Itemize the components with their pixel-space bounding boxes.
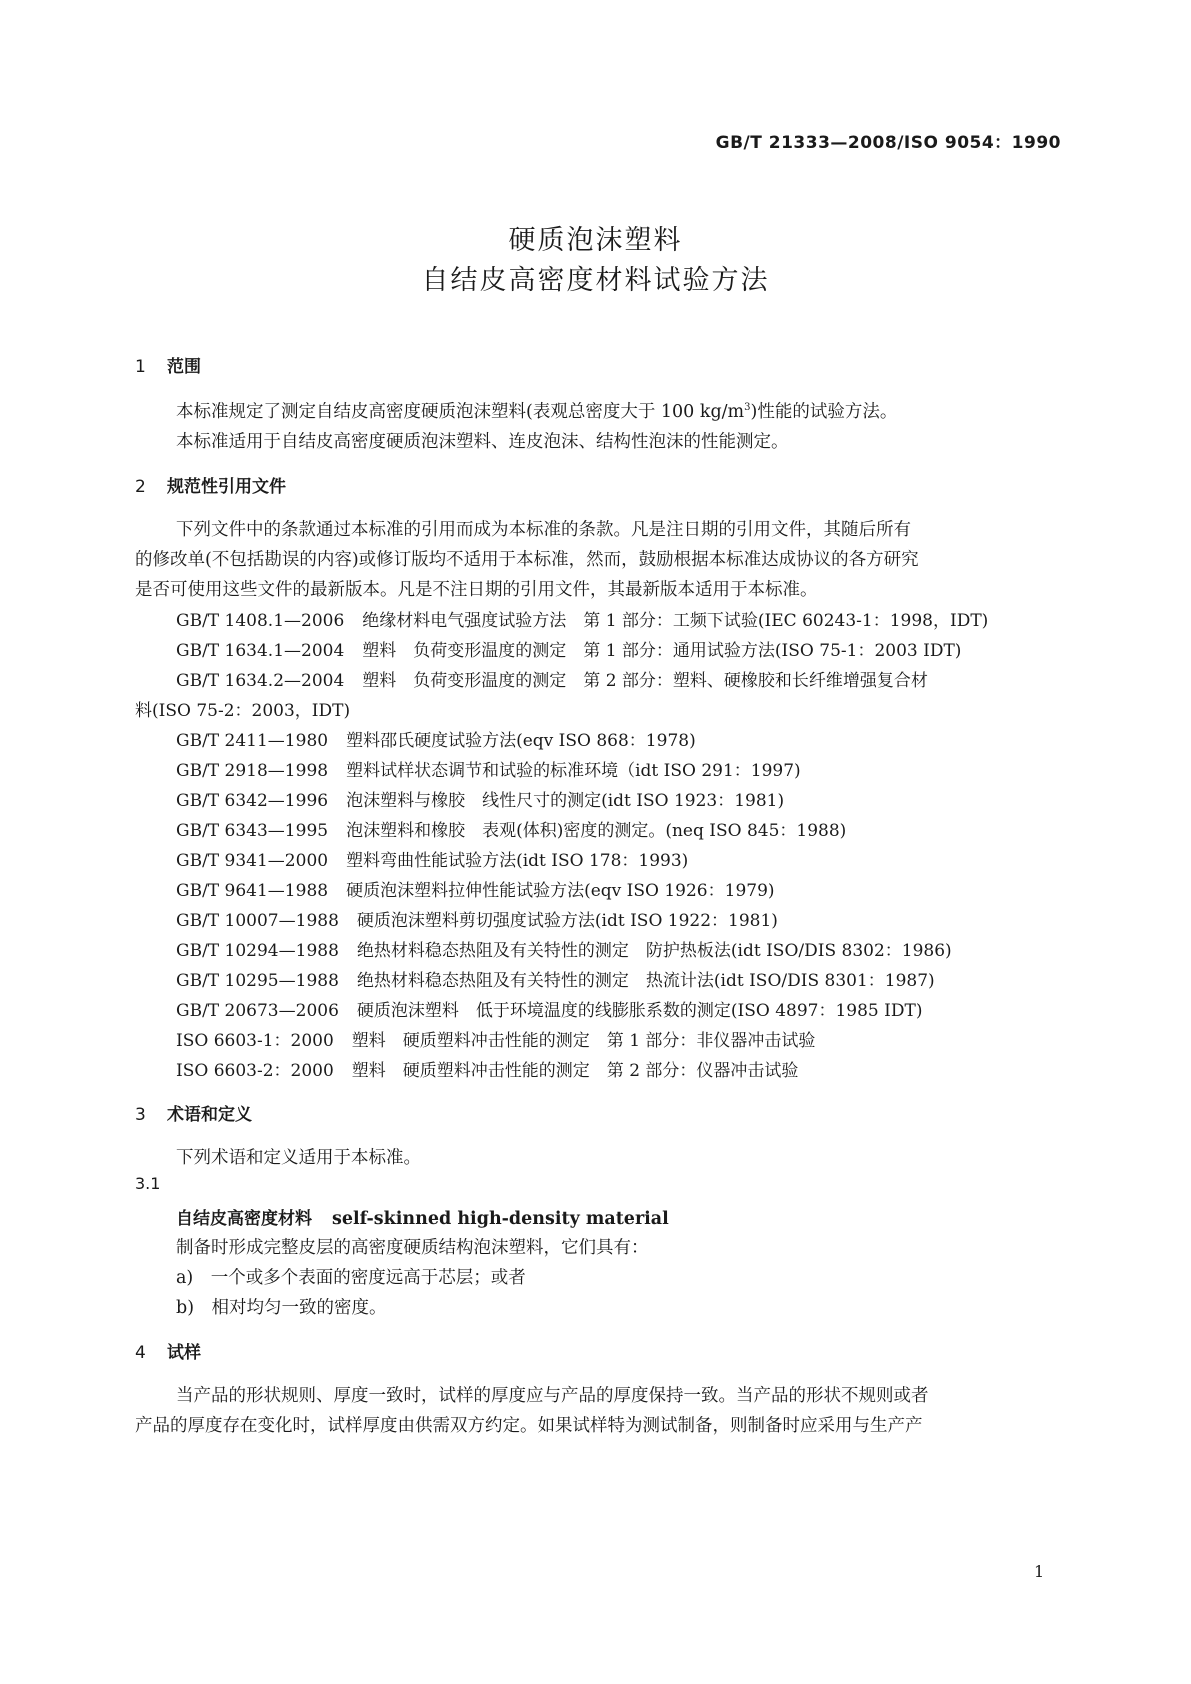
reference-item: GB/T 1408.1—2006 绝缘材料电气强度试验方法 第 1 部分：工频下试验(IEC 60243-1：1998，IDT): [176, 611, 989, 631]
document-title-line1: 硬质泡沫塑料: [508, 225, 683, 256]
reference-item: GB/T 6342—1996 泡沫塑料与橡胶 线性尺寸的测定(idt ISO 1923：1981): [176, 791, 785, 811]
reference-item: GB/T 1634.1—2004 塑料 负荷变形温度的测定 第 1 部分：通用试验方法(ISO 75-1：2003 IDT): [176, 641, 962, 661]
scope-paragraph-2: 本标准适用于自结皮高密度硬质泡沫塑料、连皮泡沫、结构性泡沫的性能测定。: [176, 432, 789, 452]
reference-item: GB/T 2918—1998 塑料试样状态调节和试验的标准环境（idt ISO 291：1997): [176, 761, 801, 781]
document-title-line2: 自结皮高密度材料试验方法: [421, 265, 770, 296]
term-chinese: 自结皮高密度材料: [176, 1209, 312, 1229]
references-intro-line-3: 是否可使用这些文件的最新版本。凡是不注日期的引用文件，其最新版本适用于本标准。: [135, 580, 818, 600]
subsection-number: 3.1: [135, 1174, 161, 1193]
section-title: 试样: [167, 1343, 201, 1363]
reference-item: GB/T 9341—2000 塑料弯曲性能试验方法(idt ISO 178：1993): [176, 851, 689, 871]
terms-intro: 下列术语和定义适用于本标准。: [176, 1148, 421, 1168]
standard-code: GB/T 21333—2008/ISO 9054：1990: [715, 133, 1061, 153]
reference-item: GB/T 10294—1988 绝热材料稳态热阻及有关特性的测定 防护热板法(idt ISO/DIS 8302：1986): [176, 941, 952, 961]
section-number: 3: [135, 1105, 146, 1125]
definition-item-b: b) 相对均匀一致的密度。: [176, 1298, 387, 1318]
reference-item: GB/T 9641—1988 硬质泡沫塑料拉伸性能试验方法(eqv ISO 1926：1979): [176, 881, 775, 901]
section-title: 范围: [167, 357, 201, 377]
reference-item: GB/T 6343—1995 泡沫塑料和橡胶 表观(体积)密度的测定。(neq ISO 845：1988): [176, 821, 847, 841]
section-1-heading: [135, 352, 201, 377]
section-title: 规范性引用文件: [167, 477, 286, 497]
section-number: 4: [135, 1343, 146, 1363]
reference-item-continuation: 料(ISO 75-2：2003，IDT): [135, 701, 351, 721]
term-definition: 制备时形成完整皮层的高密度硬质结构泡沫塑料，它们具有：: [176, 1238, 649, 1258]
term-entry: [176, 1204, 669, 1229]
reference-item: ISO 6603-2：2000 塑料 硬质塑料冲击性能的测定 第 2 部分：仪器冲击试验: [176, 1061, 799, 1081]
reference-item: GB/T 1634.2—2004 塑料 负荷变形温度的测定 第 2 部分：塑料、硬橡胶和长纤维增强复合材: [176, 671, 928, 691]
term-english: self-skinned high-density material: [332, 1209, 669, 1229]
reference-item: GB/T 10295—1988 绝热材料稳态热阻及有关特性的测定 热流计法(idt ISO/DIS 8301：1987): [176, 971, 935, 991]
scope-paragraph-1: 本标准规定了测定自结皮高密度硬质泡沫塑料(表观总密度大于 100 $kg/m^3$)性能的试验方法。: [176, 402, 898, 422]
reference-item: GB/T 2411—1980 塑料邵氏硬度试验方法(eqv ISO 868：1978): [176, 731, 696, 751]
references-intro-line-1: 下列文件中的条款通过本标准的引用而成为本标准的条款。凡是注日期的引用文件，其随后所有: [176, 520, 911, 540]
reference-item: GB/T 10007—1988 硬质泡沫塑料剪切强度试验方法(idt ISO 1922：1981): [176, 911, 778, 931]
section-number: 1: [135, 357, 146, 377]
reference-item: ISO 6603-1：2000 塑料 硬质塑料冲击性能的测定 第 1 部分：非仪器冲击试验: [176, 1031, 816, 1051]
definition-item-a: a) 一个或多个表面的密度远高于芯层；或者: [176, 1268, 526, 1288]
section-3-heading: [135, 1100, 252, 1125]
section-2-heading: [135, 472, 286, 497]
section-number: 2: [135, 477, 146, 497]
specimen-paragraph-line-2: 产品的厚度存在变化时，试样厚度由供需双方约定。如果试样特为测试制备，则制备时应采用与生产产: [135, 1416, 923, 1436]
references-intro-line-2: 的修改单(不包括勘误的内容)或修订版均不适用于本标准，然而，鼓励根据本标准达成协议的各方研究: [135, 550, 919, 570]
specimen-paragraph-line-1: 当产品的形状规则、厚度一致时，试样的厚度应与产品的厚度保持一致。当产品的形状不规则或者: [176, 1386, 929, 1406]
section-4-heading: [135, 1338, 201, 1363]
reference-item: GB/T 20673—2006 硬质泡沫塑料 低于环境温度的线膨胀系数的测定(ISO 4897：1985 IDT): [176, 1001, 923, 1021]
section-title: 术语和定义: [167, 1105, 252, 1125]
page-number: 1: [1034, 1562, 1045, 1581]
